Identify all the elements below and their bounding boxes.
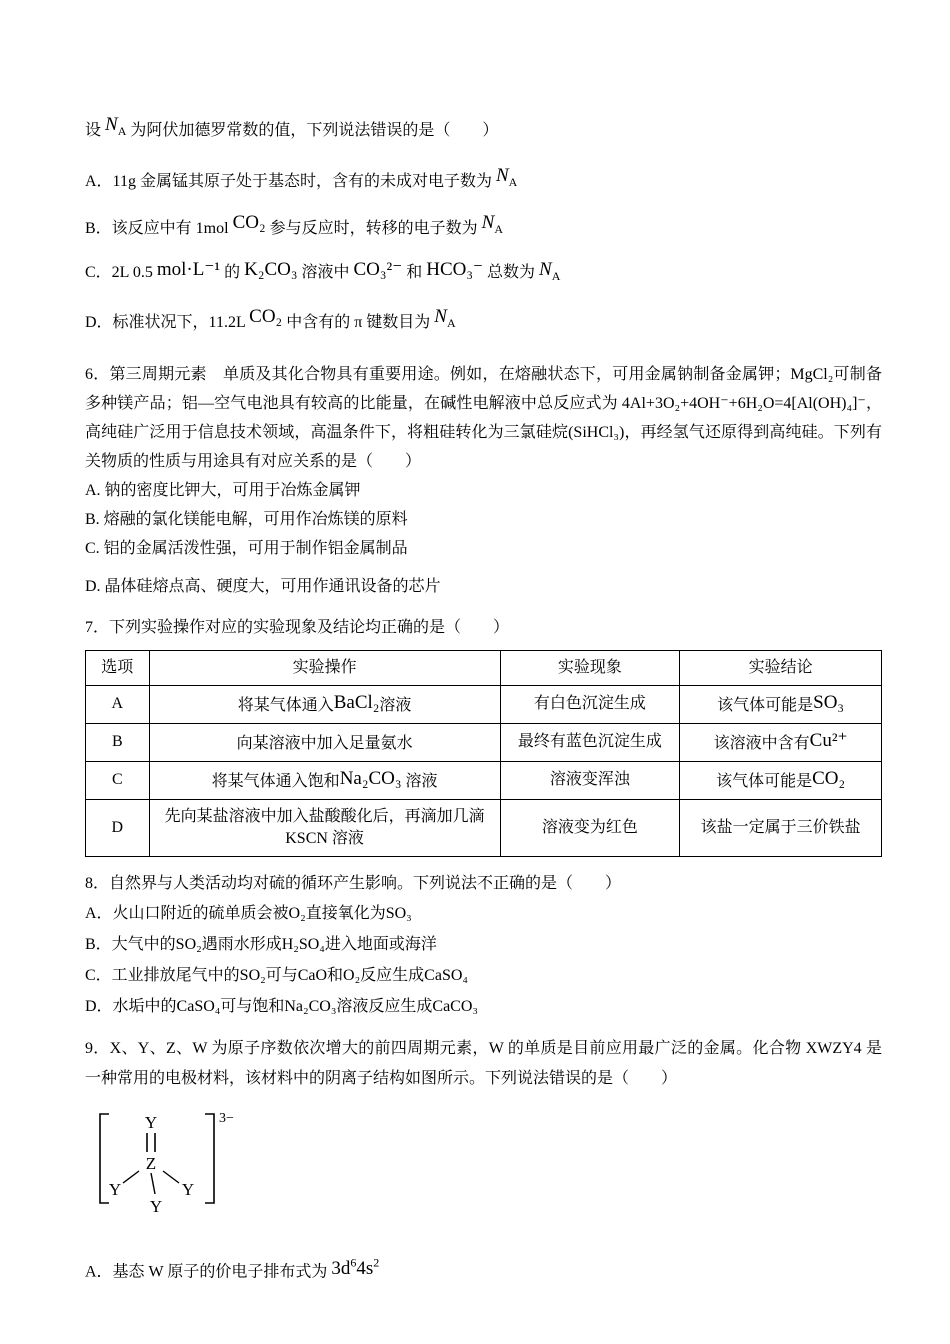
- cell-phenomenon: 最终有蓝色沉淀生成: [500, 723, 680, 761]
- option-text: 溶液中: [301, 263, 350, 281]
- symbol-base: N: [495, 164, 509, 186]
- experiment-table: [85, 650, 882, 857]
- option-a: A. 钠的密度比钾大，可用于冶炼金属钾: [85, 481, 361, 499]
- symbol-base: N: [105, 114, 118, 135]
- cell-text: 该气体可能是: [717, 696, 814, 714]
- cell-text: 向某溶液中加入足量氨水: [236, 734, 413, 752]
- avogadro-symbol: [495, 164, 518, 189]
- formula-so3: SO₃: [813, 691, 845, 713]
- option-text: B．该反应中有 1mol: [85, 219, 233, 237]
- symbol-base: N: [539, 258, 552, 280]
- cell-conclusion: 该盐一定属于三价铁盐: [680, 799, 882, 856]
- cell-operation: 先向某盐溶液中加入盐酸酸化后，再滴加几滴 KSCN 溶液: [149, 799, 500, 856]
- question-5-stem: [85, 110, 882, 146]
- question-8: [85, 869, 882, 1022]
- option-b: [85, 212, 882, 240]
- option-a: A．火山口附近的硫单质会被O₂直接氧化为SO₃: [85, 904, 412, 922]
- formula-bacl2: BaCl₂: [333, 691, 380, 713]
- atom-y-right: Y: [181, 1179, 195, 1199]
- left-bracket: [100, 1114, 109, 1203]
- avogadro-symbol: [105, 114, 127, 138]
- question-6: [85, 360, 882, 601]
- header-phenomenon: 实验现象: [500, 650, 680, 685]
- formula-mol-per-liter: mol·L⁻¹: [156, 258, 221, 280]
- cell-conclusion: [680, 723, 882, 761]
- charge-label: 3−: [219, 1110, 234, 1126]
- cell-phenomenon: 溶液变为红色: [500, 799, 680, 856]
- cell-text: 溶液: [379, 696, 412, 714]
- stem-text: 设: [85, 122, 102, 139]
- symbol-base: N: [434, 305, 447, 327]
- option-text: A．基态 W 原子的价电子排布式为: [85, 1262, 328, 1280]
- cell-text: 将某气体通入饱和: [211, 772, 340, 790]
- cell-phenomenon: 溶液变浑浊: [500, 761, 680, 799]
- symbol-sub: A: [508, 174, 518, 189]
- option-c: [85, 259, 882, 287]
- formula-co2: CO₂: [249, 305, 283, 327]
- option-text: 参与反应时，转移的电子数为: [269, 219, 478, 237]
- formula-bicarbonate-ion: HCO₃⁻: [426, 258, 484, 280]
- option-text: 总数为: [487, 263, 536, 281]
- option-text: D．标准状况下，11.2L: [85, 313, 250, 331]
- anion-structure-svg: [89, 1106, 259, 1228]
- single-bond-line: [151, 1173, 155, 1194]
- orbital-4s: 4s: [356, 1257, 374, 1279]
- formula-na2co3: Na₂CO₃: [339, 767, 402, 789]
- anion-structure-diagram: [89, 1106, 882, 1233]
- header-conclusion: 实验结论: [680, 650, 882, 685]
- cell-operation: [149, 685, 500, 723]
- cell-conclusion: [680, 685, 882, 723]
- cell-operation: [149, 761, 500, 799]
- symbol-sub: A: [494, 221, 503, 236]
- question-6-stem: 6．第三周期元素 单质及其化合物具有重要用途。例如，在熔融状态下，可用金属钠制备金属钾；MgCl₂可制备多种镁产品；铝—空气电池具有较高的比能量，在碱性电解液中总反应式为 4Al+3O₂+4OH⁻+6H₂O=4[Al(OH)₄]⁻，高纯硅广泛用于信息技术领域，高温条件下，将粗硅转化为三氯硅烷(SiHCl₃)，再经氢气还原得到高纯硅。下列有关物质的性质与用途具有对应关系的是（ ）: [85, 365, 882, 470]
- option-b: B. 熔融的氯化镁能电解，可用作冶炼镁的原料: [85, 510, 408, 528]
- cell-phenomenon: 有白色沉淀生成: [500, 685, 680, 723]
- question-9: [85, 1034, 882, 1284]
- formula-co2: CO₂: [232, 211, 266, 233]
- option-d: [85, 306, 882, 334]
- cell-text: 该气体可能是: [716, 772, 813, 790]
- symbol-base: N: [481, 211, 495, 233]
- single-bond-line: [123, 1171, 139, 1183]
- table-row: [86, 761, 882, 799]
- single-bond-line: [163, 1171, 179, 1183]
- stem-text: 为阿伏加德罗常数的值，下列说法错误的是（ ）: [130, 122, 499, 139]
- cell-text: 该溶液中含有: [713, 734, 810, 752]
- cell-text: 溶液: [401, 772, 438, 790]
- option-text: 和: [406, 263, 427, 281]
- cell-text: 将某气体通入: [237, 696, 334, 714]
- question-5: [85, 110, 882, 334]
- header-option: 选项: [86, 650, 150, 685]
- option-text: 中含有的 π 键数目为: [286, 313, 431, 331]
- table-header-row: [86, 650, 882, 685]
- cell-operation: [149, 723, 500, 761]
- option-b: B．大气中的SO₂遇雨水形成H₂SO₄进入地面或海洋: [85, 935, 437, 953]
- cell-option: B: [86, 723, 150, 761]
- option-text: C．2L 0.5: [85, 263, 153, 281]
- option-c: C．工业排放尾气中的SO₂可与CaO和O₂反应生成CaSO₄: [85, 966, 468, 984]
- atom-y-top: Y: [144, 1112, 158, 1132]
- cell-option: A: [86, 685, 150, 723]
- avogadro-symbol: [481, 211, 503, 236]
- formula-co2: CO₂: [812, 767, 846, 789]
- orbital-4s-exponent: 2: [373, 1255, 380, 1270]
- formula-carbonate-ion: CO₃²⁻: [353, 258, 403, 280]
- table-row: [86, 685, 882, 723]
- question-7-stem: 7．下列实验操作对应的实验现象及结论均正确的是（ ）: [85, 618, 510, 636]
- atom-y-bottom: Y: [149, 1196, 163, 1216]
- cell-option: D: [86, 799, 150, 856]
- question-7: [85, 613, 882, 857]
- option-text: 的: [224, 263, 241, 281]
- cell-conclusion: [680, 761, 882, 799]
- formula-k2co3: K₂CO₃: [244, 258, 298, 280]
- symbol-sub: A: [117, 123, 127, 138]
- symbol-sub: A: [551, 268, 561, 283]
- formula-cu2plus: Cu²⁺: [809, 729, 848, 751]
- orbital-3d: 3d: [331, 1257, 351, 1279]
- option-d: D．水垢中的CaSO₄可与饱和Na₂CO₃溶液反应生成CaCO₃: [85, 997, 478, 1015]
- option-a: [85, 1251, 882, 1284]
- option-text: A．11g 金属锰其原子处于基态时，含有的未成对电子数为: [85, 172, 492, 190]
- table-row: [86, 799, 882, 856]
- question-9-stem: 9．X、Y、Z、W 为原子序数依次增大的前四周期元素，W 的单质是目前应用最广泛的金属。化合物 XWZY4 是一种常用的电极材料，该材料中的阴离子结构如图所示。下列说法错误的是（ ）: [85, 1039, 882, 1087]
- orbital-3d-exponent: 6: [350, 1255, 357, 1270]
- table-row: [86, 723, 882, 761]
- symbol-sub: A: [446, 315, 456, 330]
- option-a: [85, 165, 882, 193]
- question-8-stem: 8．自然界与人类活动均对硫的循环产生影响。下列说法不正确的是（ ）: [85, 874, 622, 892]
- option-d: D. 晶体硅熔点高、硬度大，可用作通讯设备的芯片: [85, 577, 441, 595]
- avogadro-symbol: [539, 258, 561, 283]
- cell-option: C: [86, 761, 150, 799]
- option-c: C. 铝的金属活泼性强，可用于制作铝金属制品: [85, 539, 408, 557]
- formula-electron-configuration: [331, 1255, 380, 1279]
- right-bracket: [205, 1114, 214, 1203]
- header-operation: 实验操作: [149, 650, 500, 685]
- atom-z-center: Z: [145, 1153, 157, 1173]
- avogadro-symbol: [434, 305, 456, 330]
- atom-y-left: Y: [108, 1179, 122, 1199]
